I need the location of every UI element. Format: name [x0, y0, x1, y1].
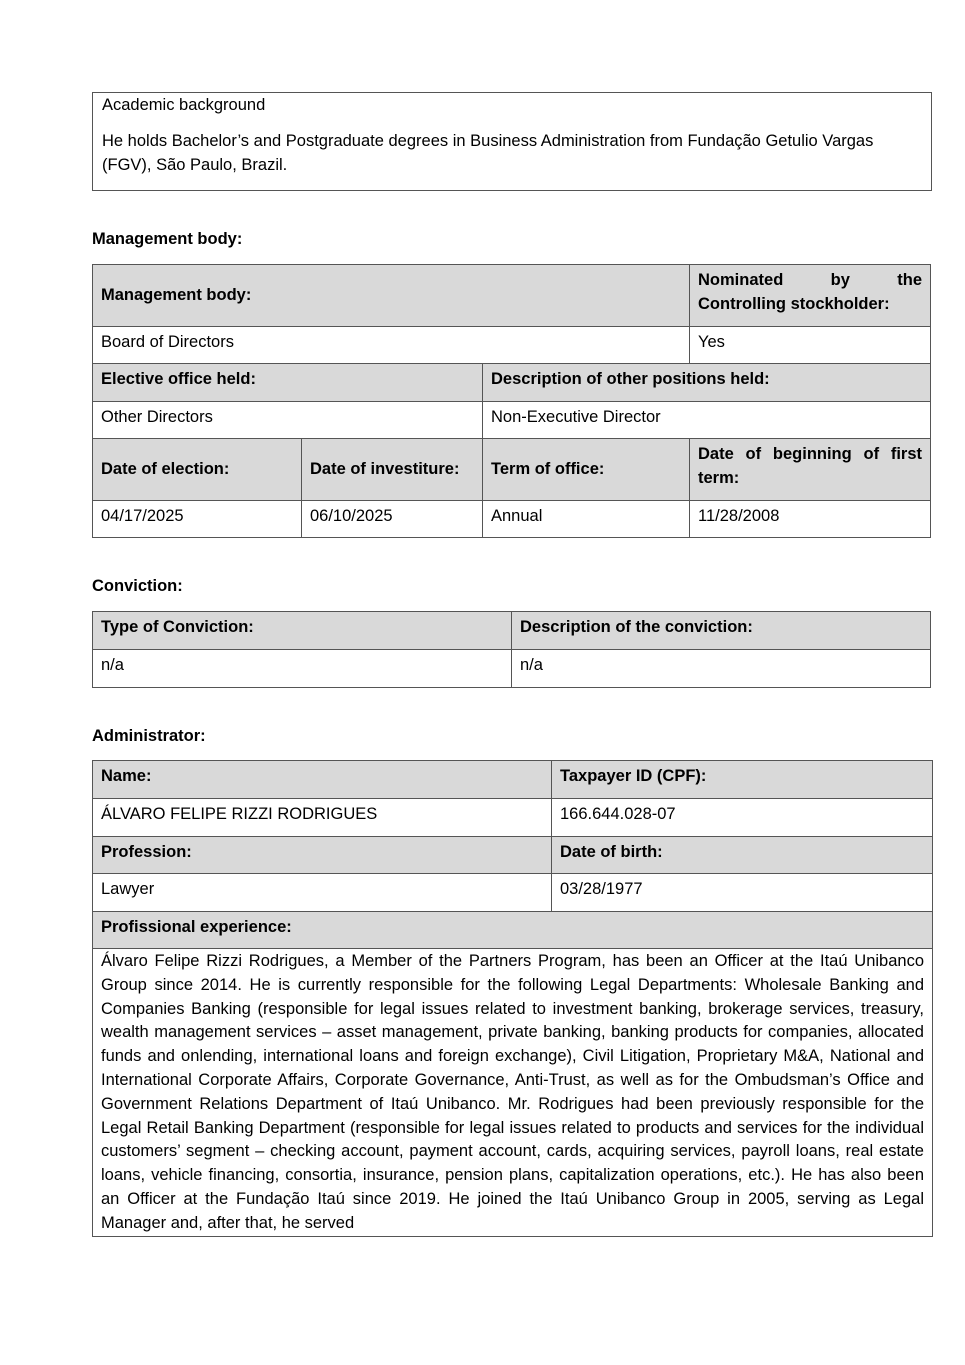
- first-term-header: Date of beginning of first term:: [690, 439, 931, 501]
- conviction-section-title: Conviction:: [92, 577, 183, 595]
- management-body-header: Management body:: [93, 265, 690, 327]
- name-header: Name:: [93, 761, 552, 799]
- experience-text: Álvaro Felipe Rizzi Rodrigues, a Member of the Partners Program, has been an Officer at the Itaú Unibanco Group since 2014. He is currently responsible for the following Legal Departments: Wholesale Banking and Companies Banking (responsible for legal issues related to investment banking, brokerage services, treasury, wealth management services – asset management, private banking, banking products for companies, allocated funds and onlending, international loans and foreign exchange), Civil Litigation, Proprietary M&A, National and International Corporate Affairs, Corporate Governance, Anti-Trust, as well as for the Ombudsman’s Office and Government Relations Department of Itaú Unibanco. Mr. Rodrigues had been previously responsible for the Legal Retail Banking Department (responsible for legal issues related to products and services for the individual customers’ segment – checking account, payment account, cards, acquiring services, payroll loans, real estate loans, vehicle financing, consortia, insurance, pension plans, capitalization operations, etc.). He has also been an Officer at the Fundação Itaú since 2019. He joined the Itaú Unibanco Group in 2005, serving as Legal Manager and, after that, he served: [93, 949, 933, 1237]
- conviction-type-header: Type of Conviction:: [93, 612, 512, 650]
- academic-background-box: [92, 92, 932, 191]
- conviction-description-value: n/a: [512, 650, 931, 688]
- profession-header: Profession:: [93, 837, 552, 874]
- conviction-table: [92, 611, 931, 688]
- investiture-date-header: Date of investiture:: [302, 439, 483, 501]
- academic-background-title: Academic background: [102, 96, 266, 114]
- investiture-date-value: 06/10/2025: [302, 501, 483, 538]
- election-date-header: Date of election:: [93, 439, 302, 501]
- management-table: [92, 264, 931, 538]
- experience-header: Profissional experience:: [93, 912, 933, 949]
- birth-date-value: 03/28/1977: [552, 874, 933, 912]
- elective-office-header: Elective office held:: [93, 364, 483, 402]
- administrator-section-title: Administrator:: [92, 727, 206, 745]
- academic-background-text: He holds Bachelor’s and Postgraduate degrees in Business Administration from Fundação Getulio Vargas (FGV), São Paulo, Brazil.: [102, 131, 874, 174]
- other-positions-header: Description of other positions held:: [483, 364, 931, 402]
- birth-date-header: Date of birth:: [552, 837, 933, 874]
- cpf-value: 166.644.028-07: [552, 799, 933, 837]
- elective-office-value: Other Directors: [93, 402, 483, 439]
- nominated-header: Nominated by the Controlling stockholder:: [690, 265, 931, 327]
- management-section-title: Management body:: [92, 230, 243, 248]
- profession-value: Lawyer: [93, 874, 552, 912]
- other-positions-value: Non-Executive Director: [483, 402, 931, 439]
- term-value: Annual: [483, 501, 690, 538]
- administrator-table: [92, 760, 933, 1237]
- management-body-value: Board of Directors: [93, 327, 690, 364]
- first-term-value: 11/28/2008: [690, 501, 931, 538]
- cpf-header: Taxpayer ID (CPF):: [552, 761, 933, 799]
- conviction-description-header: Description of the conviction:: [512, 612, 931, 650]
- election-date-value: 04/17/2025: [93, 501, 302, 538]
- nominated-value: Yes: [690, 327, 931, 364]
- term-header: Term of office:: [483, 439, 690, 501]
- conviction-type-value: n/a: [93, 650, 512, 688]
- name-value: ÁLVARO FELIPE RIZZI RODRIGUES: [93, 799, 552, 837]
